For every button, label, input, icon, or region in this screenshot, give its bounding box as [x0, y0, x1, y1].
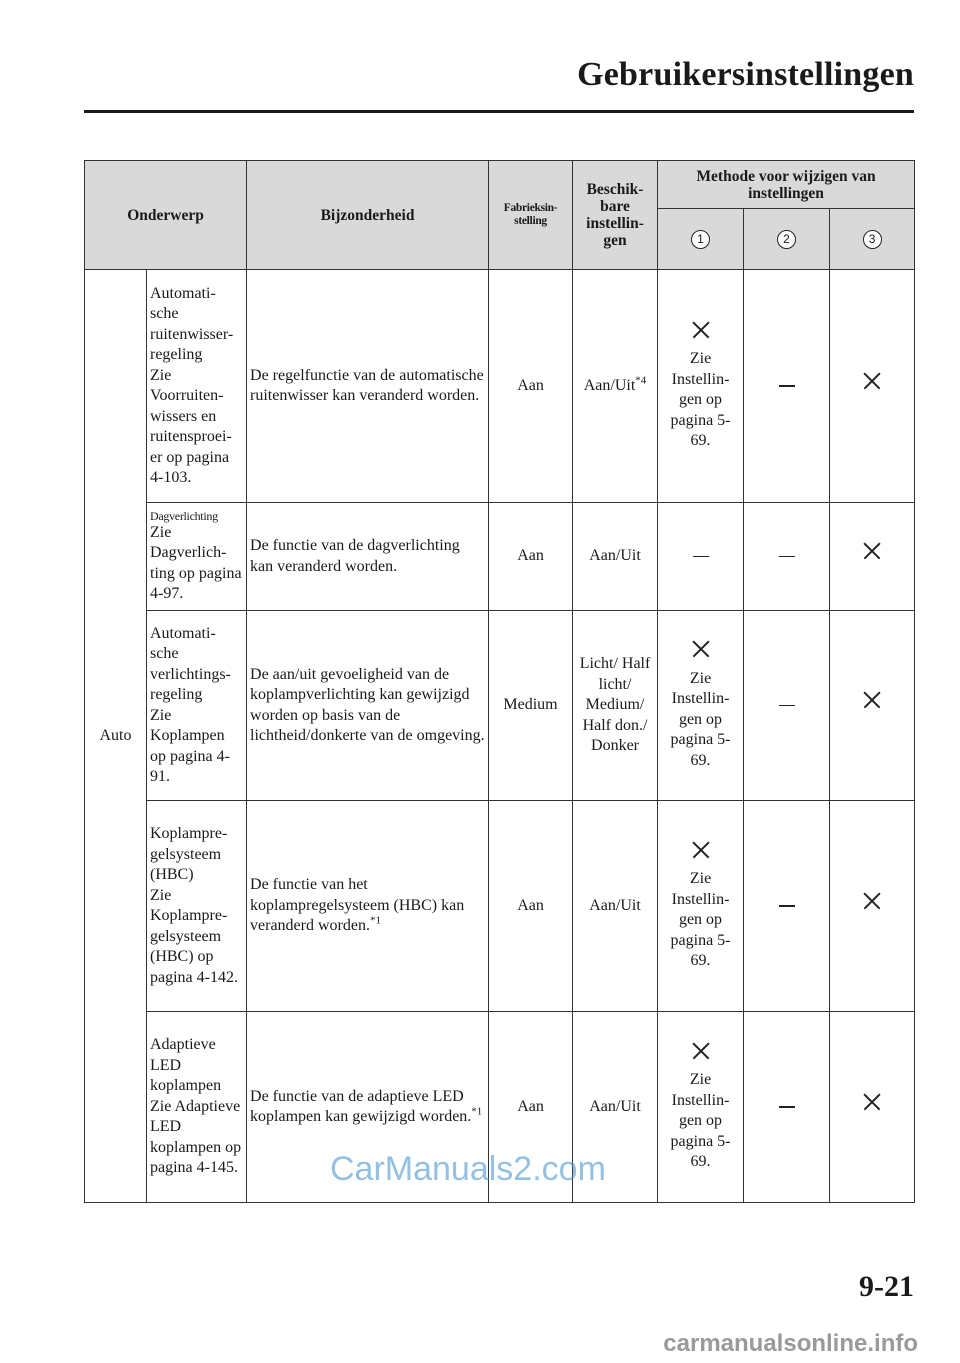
cross-mark-icon	[863, 372, 881, 390]
method-1-icon: 1	[691, 230, 710, 249]
method-3-cell	[830, 1012, 915, 1203]
method-1-cell	[658, 503, 744, 611]
footnote-marker: *1	[471, 1105, 483, 1118]
section-title: Gebruikersinstellingen	[577, 56, 914, 93]
available-settings-cell: Aan/Uit	[573, 1012, 658, 1203]
method-2-cell	[744, 270, 830, 503]
method-1-cell	[658, 270, 744, 503]
footnote-marker: *4	[635, 374, 647, 387]
method-note: Zie Instellin-gen op pagina 5-69.	[670, 669, 731, 769]
method-2-cell	[744, 503, 830, 611]
method-1-cell	[658, 801, 744, 1012]
cross-mark-icon	[692, 321, 710, 339]
item-name: Automati-sche ruitenwisser-regeling	[150, 284, 234, 363]
method-2-cell	[744, 1012, 830, 1203]
header-beschikbare: Beschik-bare instellin-gen	[573, 161, 658, 270]
item-name: Dagverlichting	[150, 508, 218, 523]
description-text: De functie van de adaptieve LED koplampen kan gewijzigd worden.	[250, 1087, 472, 1125]
dash-icon	[693, 556, 709, 558]
description-cell	[247, 801, 489, 1012]
method-2-cell	[744, 801, 830, 1012]
item-cell	[147, 1012, 247, 1203]
item-reference: Zie Koplampre-gelsysteem (HBC) op pagina 4-142.	[150, 886, 238, 986]
method-2-cell	[744, 611, 830, 801]
table-row	[85, 270, 915, 503]
item-name: Automati-sche verlichtings-regeling	[150, 624, 231, 703]
header-method-1	[658, 209, 744, 270]
method-1-cell	[658, 611, 744, 801]
header-fabrieksinstelling	[489, 161, 573, 270]
cross-mark-icon	[692, 640, 710, 658]
item-cell	[147, 270, 247, 503]
available-settings-cell: Licht/ Half licht/ Medium/ Half don./ Donker	[573, 611, 658, 801]
item-name: Adaptieve LED koplampen	[150, 1036, 222, 1095]
available-settings-cell	[573, 270, 658, 503]
item-cell	[147, 503, 247, 611]
method-note: Zie Instellin-gen op pagina 5-69.	[670, 1071, 731, 1170]
factory-setting-cell: Aan	[489, 270, 573, 503]
available-settings-cell: Aan/Uit	[573, 801, 658, 1012]
footer-site-link[interactable]: carmanualsonline.info	[663, 1330, 918, 1357]
available-settings-cell: Aan/Uit	[573, 503, 658, 611]
cross-mark-icon	[863, 892, 881, 910]
header-bijzonderheid: Bijzonderheid	[247, 161, 489, 270]
table-row	[85, 503, 915, 611]
table-row	[85, 611, 915, 801]
header-divider	[84, 110, 914, 113]
cross-mark-icon	[863, 1093, 881, 1111]
dash-icon	[779, 905, 795, 907]
item-reference: Zie Dagverlich-ting op pagina 4-97.	[150, 523, 242, 602]
item-cell	[147, 801, 247, 1012]
method-2-icon: 2	[777, 230, 796, 249]
footnote-marker: *1	[369, 914, 381, 927]
description-cell: De aan/uit gevoeligheid van de koplampverlichting kan gewijzigd worden op basis van de lichtheid/donkerte van de omgeving.	[247, 611, 489, 801]
available-value: Aan/Uit	[583, 376, 636, 394]
cross-mark-icon	[863, 542, 881, 560]
header-fabrieksinstelling-text: Fabrieksin-stelling	[503, 202, 558, 227]
header-methode: Methode voor wijzigen van instellingen	[658, 161, 915, 209]
dash-icon	[779, 556, 795, 558]
settings-table	[84, 160, 915, 1203]
item-reference: Zie Voorruiten-wissers en ruitensproei-er op pagina 4-103.	[150, 366, 232, 486]
item-reference: Zie Koplampen op pagina 4-91.	[150, 706, 230, 785]
description-cell: De functie van de dagverlichting kan veranderd worden.	[247, 503, 489, 611]
header-method-3	[830, 209, 915, 270]
factory-setting-cell: Aan	[489, 1012, 573, 1203]
method-1-cell	[658, 1012, 744, 1203]
factory-setting-cell: Aan	[489, 503, 573, 611]
table-row	[85, 801, 915, 1012]
item-name: Koplampre-gelsysteem (HBC)	[150, 825, 228, 883]
page-number: 9-21	[859, 1270, 914, 1303]
method-note: Zie Instellin-gen op pagina 5-69.	[670, 350, 731, 449]
method-3-cell	[830, 801, 915, 1012]
cross-mark-icon	[863, 691, 881, 709]
item-reference: Zie Adaptieve LED koplampen op pagina 4-145.	[150, 1097, 242, 1177]
group-cell-auto: Auto	[85, 270, 147, 1203]
method-note: Zie Instellin-gen op pagina 5-69.	[670, 870, 731, 969]
method-3-icon: 3	[863, 230, 882, 249]
factory-setting-cell: Medium	[489, 611, 573, 801]
description-cell: De regelfunctie van de automatische ruitenwisser kan veranderd worden.	[247, 270, 489, 503]
dash-icon	[779, 705, 795, 707]
header-onderwerp: Onderwerp	[85, 161, 247, 270]
method-3-cell	[830, 270, 915, 503]
factory-setting-cell: Aan	[489, 801, 573, 1012]
cross-mark-icon	[692, 841, 710, 859]
item-cell	[147, 611, 247, 801]
description-text: De functie van het koplampregelsysteem (HBC) kan veranderd worden.	[250, 876, 465, 935]
dash-icon	[779, 1106, 795, 1108]
header-method-2	[744, 209, 830, 270]
method-3-cell	[830, 503, 915, 611]
dash-icon	[779, 385, 795, 387]
watermark-logo: CarManuals2.com	[330, 1150, 606, 1188]
cross-mark-icon	[692, 1042, 710, 1060]
method-3-cell	[830, 611, 915, 801]
